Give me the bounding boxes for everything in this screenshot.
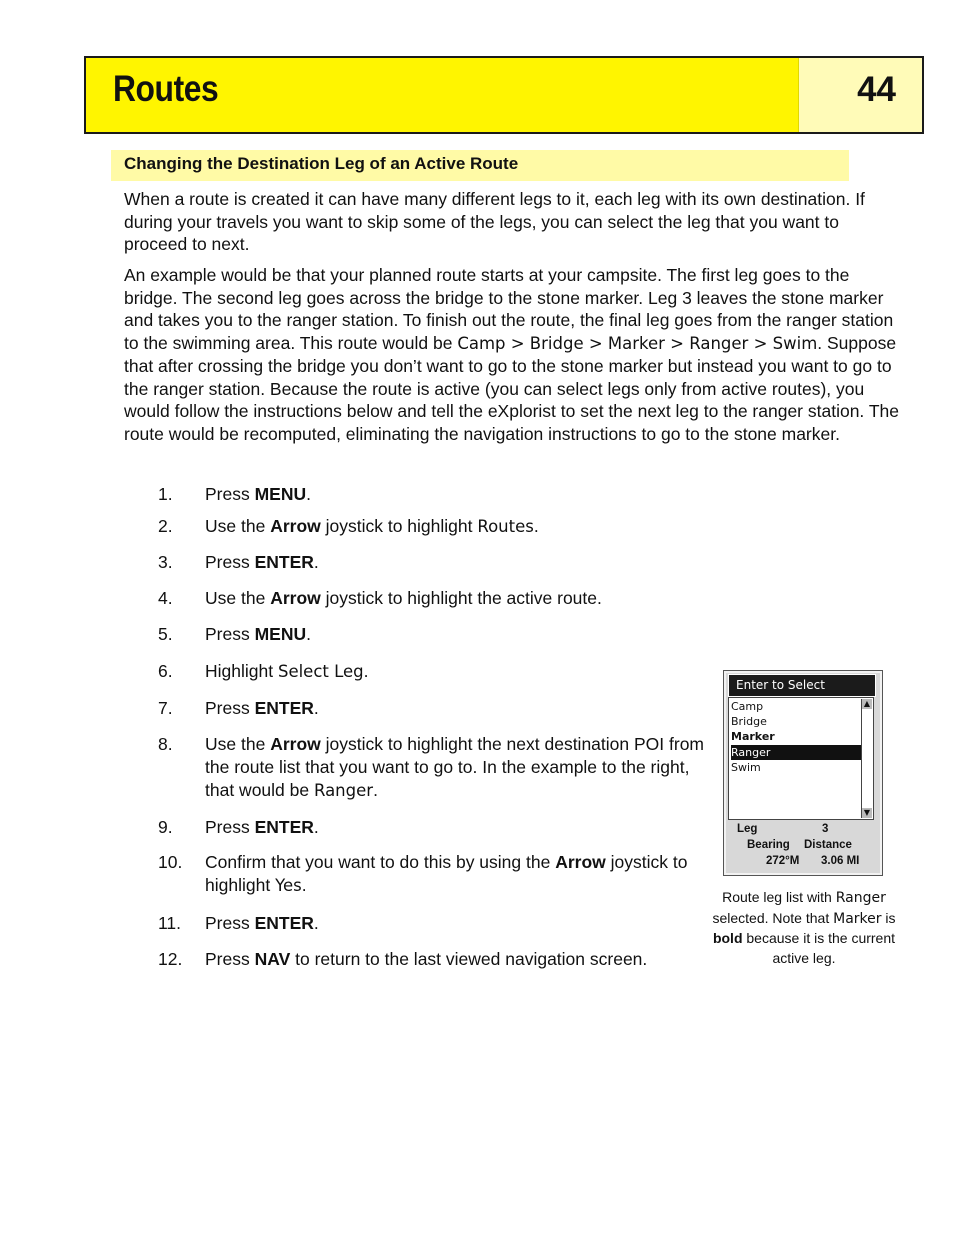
- step-number: 5.: [158, 624, 173, 644]
- step-number: 11.: [158, 913, 182, 933]
- step-number: 2.: [158, 516, 173, 536]
- step-key: MENU: [254, 624, 307, 644]
- intro-paragraph: When a route is created it can have many different legs to it, each leg with its own destination. If during your travels you want to skip some of the legs, you can select the leg that you want to proceed to next.: [124, 189, 865, 254]
- step-ui-term: Ranger: [313, 781, 374, 800]
- route-leg-list: [728, 697, 874, 820]
- step-text: .: [306, 484, 312, 504]
- step-text: .: [306, 624, 312, 644]
- step-text: Press: [205, 817, 255, 837]
- step-number: 7.: [158, 698, 173, 718]
- device-title-bar: [728, 674, 876, 697]
- step-12: [158, 948, 718, 971]
- list-item[interactable]: Bridge: [731, 715, 767, 728]
- device-screen: [723, 670, 883, 876]
- list-item[interactable]: Swim: [731, 761, 761, 774]
- bearing-value: 272°M: [766, 855, 800, 867]
- step-text: .: [301, 875, 307, 895]
- caption-ui-term: Ranger: [835, 890, 886, 906]
- step-4: [158, 587, 718, 610]
- page-number: 44: [857, 70, 896, 109]
- step-text: Press: [205, 552, 255, 572]
- example-text-start: An example would be that your planned route starts at your campsite. The first leg goes to the bridge. The second leg goes across the bridge to the stone marker. Leg 3 leaves the stone marker and takes you to the ranger station. To finish out the route, the final leg goes from the ranger station to the swimming area. This route would be: [124, 265, 894, 353]
- step-number: 10.: [158, 852, 183, 872]
- list-item-active[interactable]: Marker: [731, 730, 775, 743]
- step-key: Arrow: [270, 588, 321, 608]
- caption-text: is: [881, 909, 896, 926]
- step-text: joystick to highlight the next destination POI from the route list that you want to go to. In the example to the right, that would be: [205, 734, 704, 800]
- step-text: .: [313, 913, 319, 933]
- step-number: 9.: [158, 817, 173, 837]
- step-text: .: [533, 516, 539, 536]
- step-ui-term: Routes: [477, 517, 534, 536]
- leg-value: 3: [822, 823, 829, 835]
- distance-value: 3.06 MI: [821, 855, 860, 867]
- step-3: [158, 551, 718, 574]
- step-7: [158, 697, 718, 720]
- step-2: [158, 515, 718, 538]
- step-ui-term: Yes: [275, 876, 302, 895]
- step-key: ENTER: [254, 817, 314, 837]
- step-text: Use the: [205, 588, 271, 608]
- step-text: Press: [205, 913, 255, 933]
- step-key: Arrow: [270, 516, 321, 536]
- step-text: Press: [205, 698, 255, 718]
- step-1: [158, 483, 718, 506]
- step-ui-term: Select Leg: [277, 662, 364, 681]
- section-title: Changing the Destination Leg of an Active Route: [124, 154, 519, 173]
- step-text: Press: [205, 949, 255, 969]
- step-text: joystick to highlight the active route.: [320, 588, 602, 608]
- step-5: [158, 623, 718, 646]
- step-number: 6.: [158, 661, 173, 681]
- leg-info-panel: [728, 823, 874, 871]
- scroll-up-icon[interactable]: ▲: [863, 699, 871, 708]
- device-title: Enter to Select: [736, 678, 825, 692]
- figure-caption: [706, 888, 902, 968]
- step-key: ENTER: [254, 552, 314, 572]
- step-text: .: [373, 780, 378, 800]
- step-text: .: [313, 817, 319, 837]
- step-key: ENTER: [254, 913, 314, 933]
- section-heading-bar: [111, 150, 849, 181]
- page-title: Routes: [113, 68, 219, 109]
- step-6: [158, 660, 718, 683]
- caption-text: selected. Note that: [712, 909, 834, 926]
- scroll-down-icon[interactable]: ▼: [863, 808, 871, 817]
- step-key: ENTER: [254, 698, 314, 718]
- step-text: Use the: [205, 516, 271, 536]
- step-number: 1.: [158, 484, 173, 504]
- step-text: joystick to highlight: [205, 852, 688, 895]
- caption-text: Route leg list with: [722, 889, 836, 905]
- step-text: .: [363, 661, 369, 681]
- step-text: .: [313, 698, 319, 718]
- bearing-label: Bearing: [747, 839, 790, 851]
- list-item[interactable]: Camp: [731, 700, 764, 713]
- step-number: 12.: [158, 949, 183, 969]
- caption-bold-word: bold: [712, 930, 743, 946]
- list-scrollbar[interactable]: [861, 699, 872, 818]
- step-text: .: [313, 552, 319, 572]
- caption-text: because it is the current active leg.: [742, 930, 896, 966]
- step-key: Arrow: [270, 734, 321, 754]
- page-number-box: [798, 58, 922, 132]
- step-11: [158, 912, 718, 935]
- page-header: [84, 56, 924, 134]
- step-text: Press: [205, 624, 255, 644]
- example-paragraph: [124, 264, 899, 445]
- step-10: [158, 851, 718, 897]
- step-text: Highlight: [205, 661, 278, 681]
- step-9: [158, 816, 718, 839]
- step-text: Confirm that you want to do this by using the: [205, 852, 556, 872]
- distance-label: Distance: [804, 839, 852, 851]
- example-text-end: . Suppose that after crossing the bridge you don’t want to go to the stone marker but instead you want to go to the ranger station. Because the route is active (you can select legs only from active routes), you would follow the instructions below and tell the eXplorist to set the next leg to the ranger station. The route would be recomputed, eliminating the navigation instructions to go to the stone marker.: [124, 332, 899, 444]
- step-key: MENU: [254, 484, 307, 504]
- step-text: joystick to highlight: [320, 516, 478, 536]
- step-number: 4.: [158, 588, 173, 608]
- list-item-selected[interactable]: Ranger: [731, 745, 862, 760]
- step-number: 8.: [158, 734, 173, 754]
- step-text: Press: [205, 484, 255, 504]
- step-8: [158, 733, 718, 802]
- caption-ui-term: Marker: [833, 910, 882, 927]
- step-text: Use the: [205, 734, 271, 754]
- example-route: Camp > Bridge > Marker > Ranger > Swim: [457, 333, 818, 353]
- step-number: 3.: [158, 552, 173, 572]
- step-key: Arrow: [555, 852, 606, 872]
- step-key: NAV: [254, 949, 291, 969]
- leg-label: Leg: [737, 823, 758, 835]
- step-text: to return to the last viewed navigation screen.: [290, 949, 648, 969]
